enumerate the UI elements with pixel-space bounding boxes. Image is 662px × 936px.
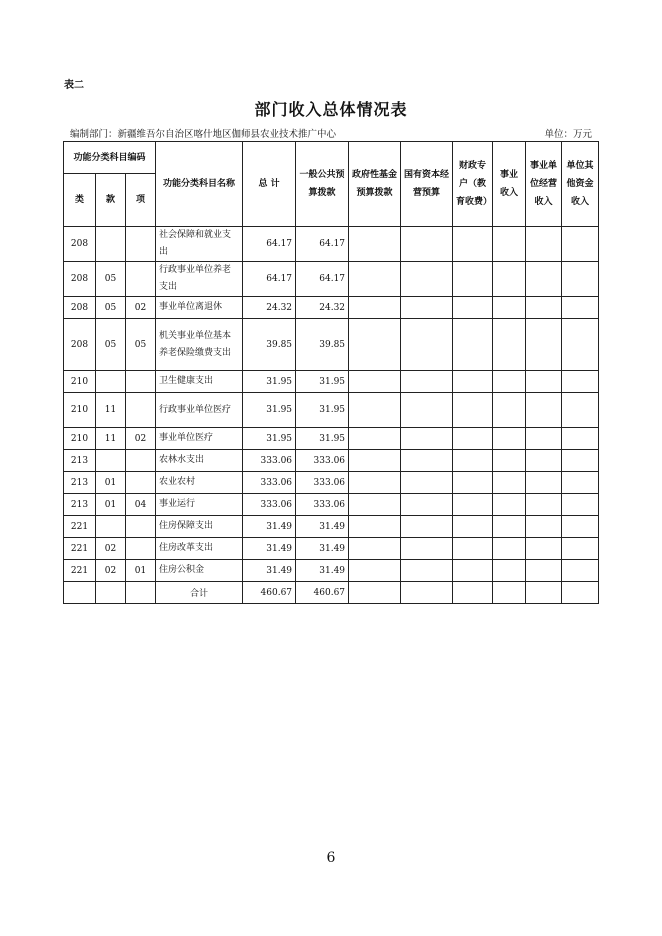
cell-name: 事业运行 xyxy=(156,494,243,516)
cell-gov-fund xyxy=(349,472,401,494)
cell-state-capital xyxy=(401,319,453,371)
cell-gov-fund xyxy=(349,428,401,450)
cell-business-income xyxy=(493,472,526,494)
cell-kuan: 02 xyxy=(96,538,126,560)
cell-state-capital xyxy=(401,371,453,393)
cell-business-income xyxy=(493,227,526,262)
cell-xiang: 02 xyxy=(126,428,156,450)
cell-business-unit-income xyxy=(526,560,562,582)
header-fiscal-special: 财政专户（教育收费） xyxy=(453,142,493,227)
cell-business-income xyxy=(493,428,526,450)
cell-xiang xyxy=(126,393,156,428)
cell-gov-fund xyxy=(349,371,401,393)
header-business-unit-income: 事业单位经营收入 xyxy=(526,142,562,227)
cell-name: 农林水支出 xyxy=(156,450,243,472)
cell-total: 39.85 xyxy=(243,319,296,371)
cell-xiang xyxy=(126,472,156,494)
cell-fiscal-special xyxy=(453,450,493,472)
cell-business-unit-income xyxy=(526,393,562,428)
table-row xyxy=(64,494,599,516)
department-label: 编制部门：新疆维吾尔自治区喀什地区伽师县农业技术推广中心 xyxy=(70,129,337,140)
cell-xiang xyxy=(126,450,156,472)
cell-fiscal-special xyxy=(453,538,493,560)
table-row xyxy=(64,516,599,538)
cell-gov-fund xyxy=(349,516,401,538)
cell-state-capital xyxy=(401,393,453,428)
cell-kuan: 01 xyxy=(96,494,126,516)
cell-kuan: 05 xyxy=(96,262,126,297)
cell-general: 31.95 xyxy=(296,393,349,428)
cell-business-unit-income xyxy=(526,262,562,297)
header-func-name: 功能分类科目名称 xyxy=(156,142,243,227)
cell-other-income xyxy=(562,516,599,538)
cell-total: 31.49 xyxy=(243,516,296,538)
cell-kuan xyxy=(96,516,126,538)
cell-other-income xyxy=(562,428,599,450)
cell-total: 31.49 xyxy=(243,560,296,582)
cell-general: 333.06 xyxy=(296,472,349,494)
cell-name: 住房保障支出 xyxy=(156,516,243,538)
cell-general: 31.49 xyxy=(296,538,349,560)
cell-gov-fund xyxy=(349,494,401,516)
cell-general: 31.49 xyxy=(296,560,349,582)
cell-xiang xyxy=(126,582,156,604)
cell-fiscal-special xyxy=(453,371,493,393)
cell-xiang xyxy=(126,227,156,262)
table-row xyxy=(64,297,599,319)
cell-other-income xyxy=(562,560,599,582)
cell-business-unit-income xyxy=(526,371,562,393)
cell-kuan xyxy=(96,371,126,393)
cell-lei: 221 xyxy=(64,538,96,560)
cell-business-income xyxy=(493,494,526,516)
header-lei: 类 xyxy=(64,174,96,227)
cell-other-income xyxy=(562,262,599,297)
cell-general: 31.95 xyxy=(296,428,349,450)
cell-lei: 208 xyxy=(64,319,96,371)
page-title: 部门收入总体情况表 xyxy=(254,100,408,119)
table-row xyxy=(64,538,599,560)
cell-name: 行政事业单位养老支出 xyxy=(156,262,243,297)
header-xiang: 项 xyxy=(126,174,156,227)
cell-total: 333.06 xyxy=(243,472,296,494)
cell-business-income xyxy=(493,319,526,371)
income-summary-table xyxy=(63,141,599,604)
cell-kuan: 05 xyxy=(96,319,126,371)
cell-xiang xyxy=(126,538,156,560)
cell-kuan xyxy=(96,450,126,472)
unit-label: 单位：万元 xyxy=(544,129,592,140)
cell-general: 39.85 xyxy=(296,319,349,371)
cell-xiang xyxy=(126,262,156,297)
cell-state-capital xyxy=(401,450,453,472)
cell-business-income xyxy=(493,516,526,538)
cell-business-income xyxy=(493,582,526,604)
cell-other-income xyxy=(562,450,599,472)
cell-lei: 221 xyxy=(64,516,96,538)
cell-kuan: 05 xyxy=(96,297,126,319)
cell-fiscal-special xyxy=(453,560,493,582)
cell-total: 24.32 xyxy=(243,297,296,319)
cell-gov-fund xyxy=(349,393,401,428)
cell-business-income xyxy=(493,297,526,319)
cell-xiang: 05 xyxy=(126,319,156,371)
cell-gov-fund xyxy=(349,560,401,582)
cell-kuan: 11 xyxy=(96,428,126,450)
cell-fiscal-special xyxy=(453,428,493,450)
cell-business-unit-income xyxy=(526,472,562,494)
cell-general: 333.06 xyxy=(296,494,349,516)
table-label: 表二 xyxy=(64,80,84,91)
header-func-code: 功能分类科目编码 xyxy=(64,142,156,174)
cell-name: 农业农村 xyxy=(156,472,243,494)
cell-total: 31.49 xyxy=(243,538,296,560)
cell-business-unit-income xyxy=(526,516,562,538)
cell-other-income xyxy=(562,582,599,604)
cell-state-capital xyxy=(401,297,453,319)
header-row xyxy=(64,142,599,174)
cell-fiscal-special xyxy=(453,227,493,262)
table-row xyxy=(64,371,599,393)
cell-business-unit-income xyxy=(526,582,562,604)
cell-state-capital xyxy=(401,227,453,262)
cell-state-capital xyxy=(401,428,453,450)
cell-xiang: 01 xyxy=(126,560,156,582)
cell-other-income xyxy=(562,371,599,393)
cell-other-income xyxy=(562,538,599,560)
cell-name: 社会保障和就业支出 xyxy=(156,227,243,262)
total-label: 合计 xyxy=(156,582,243,604)
cell-lei: 210 xyxy=(64,428,96,450)
cell-kuan: 11 xyxy=(96,393,126,428)
cell-total: 31.95 xyxy=(243,371,296,393)
cell-general: 333.06 xyxy=(296,450,349,472)
cell-other-income xyxy=(562,227,599,262)
cell-fiscal-special xyxy=(453,262,493,297)
cell-general: 31.49 xyxy=(296,516,349,538)
header-state-capital: 国有资本经营预算 xyxy=(401,142,453,227)
cell-lei: 208 xyxy=(64,297,96,319)
cell-business-income xyxy=(493,450,526,472)
cell-name: 卫生健康支出 xyxy=(156,371,243,393)
total-row xyxy=(64,582,599,604)
cell-kuan xyxy=(96,582,126,604)
cell-lei: 213 xyxy=(64,450,96,472)
cell-gov-fund xyxy=(349,297,401,319)
cell-fiscal-special xyxy=(453,494,493,516)
cell-fiscal-special xyxy=(453,393,493,428)
cell-name: 机关事业单位基本养老保险缴费支出 xyxy=(156,319,243,371)
cell-state-capital xyxy=(401,538,453,560)
cell-xiang xyxy=(126,371,156,393)
header-gov-fund: 政府性基金预算拨款 xyxy=(349,142,401,227)
cell-other-income xyxy=(562,472,599,494)
cell-total: 64.17 xyxy=(243,262,296,297)
cell-lei: 208 xyxy=(64,262,96,297)
cell-state-capital xyxy=(401,262,453,297)
total-general: 460.67 xyxy=(296,582,349,604)
cell-general: 64.17 xyxy=(296,227,349,262)
header-kuan: 款 xyxy=(96,174,126,227)
cell-name: 住房改革支出 xyxy=(156,538,243,560)
table-row xyxy=(64,428,599,450)
table-row xyxy=(64,393,599,428)
cell-state-capital xyxy=(401,582,453,604)
cell-gov-fund xyxy=(349,227,401,262)
cell-other-income xyxy=(562,297,599,319)
cell-lei: 213 xyxy=(64,472,96,494)
cell-kuan: 01 xyxy=(96,472,126,494)
page-number: 6 xyxy=(326,850,336,866)
cell-state-capital xyxy=(401,494,453,516)
cell-fiscal-special xyxy=(453,297,493,319)
cell-lei: 208 xyxy=(64,227,96,262)
cell-business-income xyxy=(493,393,526,428)
cell-other-income xyxy=(562,393,599,428)
cell-xiang: 02 xyxy=(126,297,156,319)
cell-total: 31.95 xyxy=(243,393,296,428)
cell-fiscal-special xyxy=(453,582,493,604)
cell-business-income xyxy=(493,371,526,393)
cell-fiscal-special xyxy=(453,319,493,371)
cell-general: 64.17 xyxy=(296,262,349,297)
cell-state-capital xyxy=(401,472,453,494)
cell-state-capital xyxy=(401,516,453,538)
cell-other-income xyxy=(562,319,599,371)
cell-gov-fund xyxy=(349,319,401,371)
cell-fiscal-special xyxy=(453,516,493,538)
cell-name: 住房公积金 xyxy=(156,560,243,582)
cell-lei: 221 xyxy=(64,560,96,582)
table-row xyxy=(64,472,599,494)
cell-gov-fund xyxy=(349,582,401,604)
table-row xyxy=(64,319,599,371)
cell-lei xyxy=(64,582,96,604)
cell-lei: 210 xyxy=(64,371,96,393)
cell-business-unit-income xyxy=(526,297,562,319)
cell-name: 行政事业单位医疗 xyxy=(156,393,243,428)
cell-state-capital xyxy=(401,560,453,582)
cell-name: 事业单位离退休 xyxy=(156,297,243,319)
cell-total: 31.95 xyxy=(243,428,296,450)
cell-gov-fund xyxy=(349,262,401,297)
cell-business-income xyxy=(493,560,526,582)
cell-gov-fund xyxy=(349,538,401,560)
cell-business-unit-income xyxy=(526,227,562,262)
header-other-income: 单位其他资金收入 xyxy=(562,142,599,227)
cell-general: 31.95 xyxy=(296,371,349,393)
cell-business-income xyxy=(493,262,526,297)
cell-business-income xyxy=(493,538,526,560)
cell-other-income xyxy=(562,494,599,516)
cell-lei: 210 xyxy=(64,393,96,428)
cell-business-unit-income xyxy=(526,494,562,516)
header-business-income: 事业收入 xyxy=(493,142,526,227)
cell-lei: 213 xyxy=(64,494,96,516)
cell-business-unit-income xyxy=(526,319,562,371)
cell-general: 24.32 xyxy=(296,297,349,319)
cell-total: 333.06 xyxy=(243,494,296,516)
table-row xyxy=(64,262,599,297)
cell-xiang: 04 xyxy=(126,494,156,516)
cell-business-unit-income xyxy=(526,538,562,560)
cell-fiscal-special xyxy=(453,472,493,494)
header-total: 总 计 xyxy=(243,142,296,227)
cell-name: 事业单位医疗 xyxy=(156,428,243,450)
cell-kuan xyxy=(96,227,126,262)
cell-total: 64.17 xyxy=(243,227,296,262)
cell-xiang xyxy=(126,516,156,538)
table-row xyxy=(64,450,599,472)
cell-gov-fund xyxy=(349,450,401,472)
cell-business-unit-income xyxy=(526,428,562,450)
cell-business-unit-income xyxy=(526,450,562,472)
table-row xyxy=(64,560,599,582)
total-value: 460.67 xyxy=(243,582,296,604)
cell-total: 333.06 xyxy=(243,450,296,472)
table-row xyxy=(64,227,599,262)
cell-kuan: 02 xyxy=(96,560,126,582)
header-general-budget: 一般公共预算拨款 xyxy=(296,142,349,227)
